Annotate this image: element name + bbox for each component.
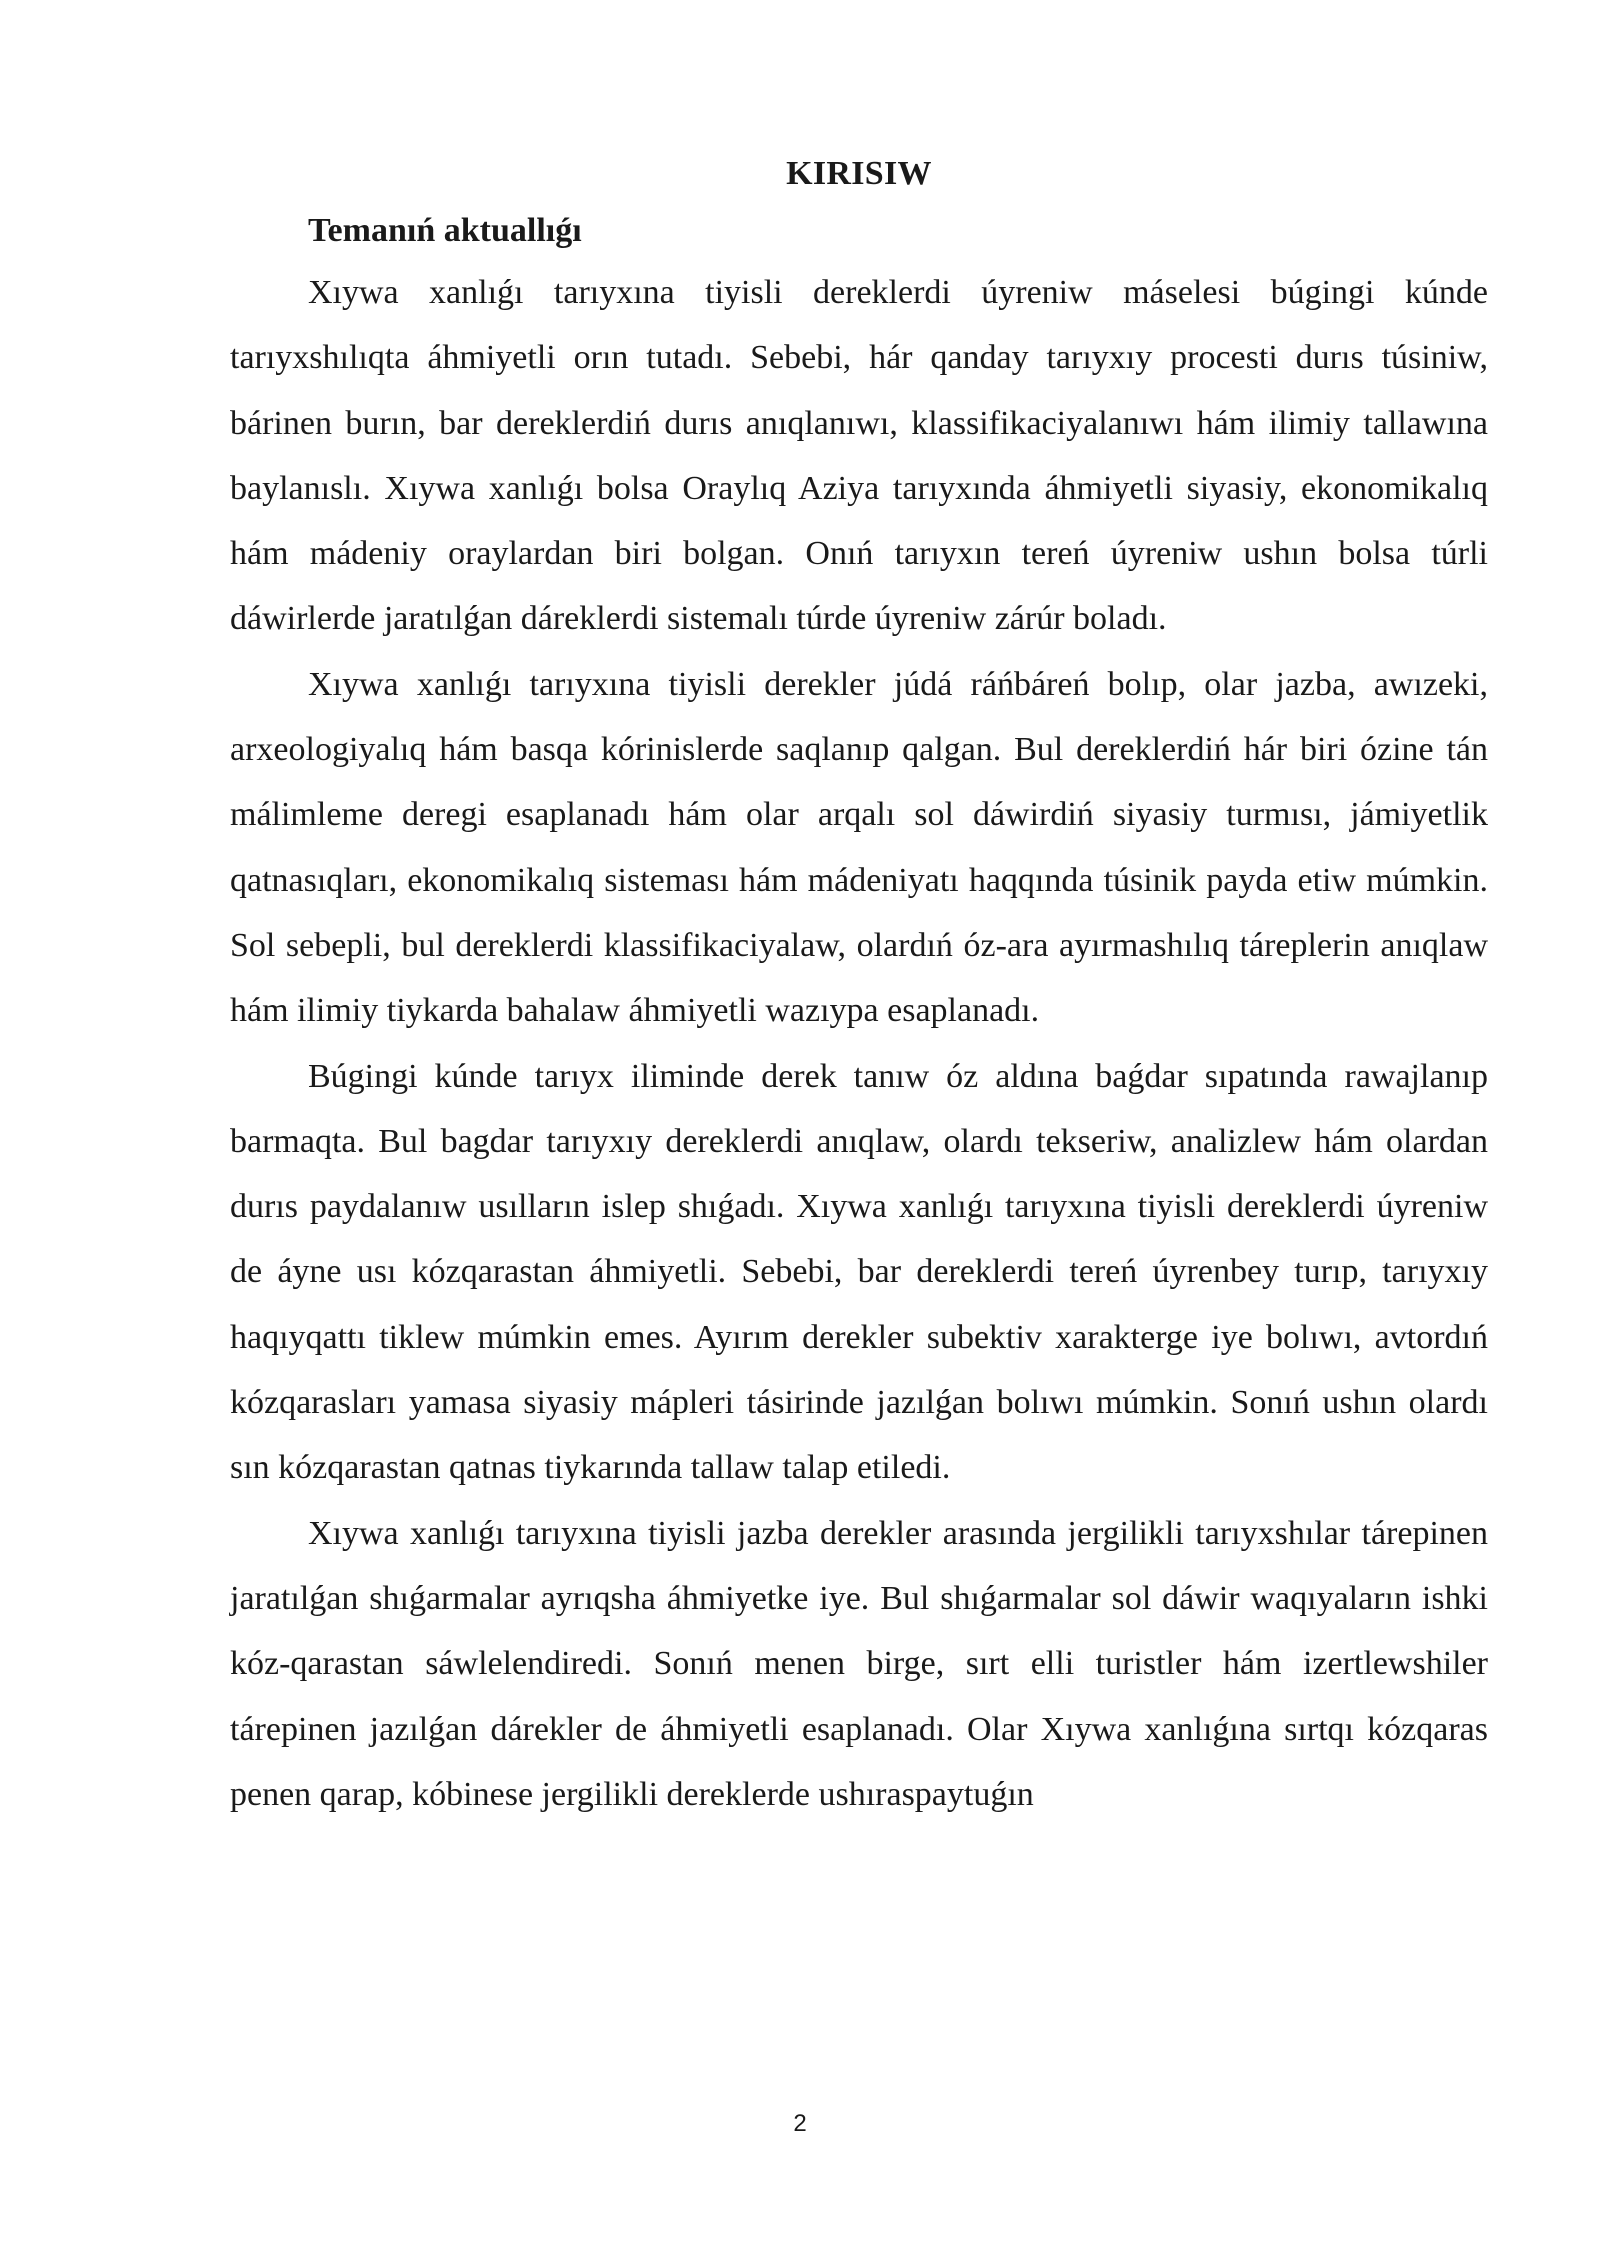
paragraph-4: Xıywa xanlıǵı tarıyxına tiyisli jazba derekler arasında jergilikli tarıyxshılar tárepinen jaratılǵan shıǵarmalar ayrıqsha áhmiyetke iye. Bul shıǵarmalar sol dáwir waqıyaların ishki kóz-qarastan sáwlelendiredi. Sonıń menen birge, sırt elli turistler hám izertlewshiler tárepinen jazılǵan dárekler de áhmiyetli esaplanadı. Olar Xıywa xanlıǵına sırtqı kózqaras penen qarap, kóbinese jergilikli dereklerde ushıraspaytuǵın <box>230 1514 1488 1813</box>
paragraph-3: Búgingi kúnde tarıyx iliminde derek tanıw óz aldına baǵdar sıpatında rawajlanıp barmaqta. Bul bagdar tarıyxıy dereklerdi anıqlaw, olardı tekseriw, analizlew hám olardan durıs paydalanıw usılların islep shıǵadı. Xıywa xanlıǵı tarıyxına tiyisli dereklerdi úyreniw de áyne usı kózqarastan áhmiyetli. Sebebi, bar dereklerdi tereń úyrenbey turıp, tarıyxıy haqıyqattı tiklew múmkin emes. Ayırım derekler subektiv xarakterge iye bolıwı, avtordıń kózqarasları yamasa siyasiy mápleri tásirinde jazılǵan bolıwı múmkin. Sonıń ushın olardı sın kózqarastan qatnas tiykarında tallaw talap etiledi. <box>230 1057 1488 1487</box>
paragraph-1: Xıywa xanlıǵı tarıyxına tiyisli dereklerdi úyreniw máselesi búgingi kúnde tarıyxshılıqta áhmiyetli orın tutadı. Sebebi, hár qanday tarıyxıy procesti durıs túsiniw, bárinen burın, bar dereklerdiń durıs anıqlanıwı, klassifikaciyalanıwı hám ilimiy tallawına baylanıslı. Xıywa xanlıǵı bolsa Oraylıq Aziya tarıyxında áhmiyetli siyasiy, ekonomikalıq hám mádeniy oraylardan biri bolgan. Onıń tarıyxın tereń úyreniw ushın bolsa túrli dáwirlerde jaratılǵan dáreklerdi sistemalı túrde úyreniw zárúr boladı. <box>230 274 1488 638</box>
section-heading: Temanıń aktuallıǵı <box>308 212 582 249</box>
page-content <box>230 148 1488 1827</box>
page-number: 2 <box>793 2110 807 2137</box>
paragraph-2: Xıywa xanlıǵı tarıyxına tiyisli derekler júdá ráńbáreń bolıp, olar jazba, awızeki, arxeologiyalıq hám basqa kórinislerde saqlanıp qalgan. Bul dereklerdiń hár biri ózine tán málimleme deregi esaplanadı hám olar arqalı sol dáwirdiń siyasiy turmısı, jámiyetlik qatnasıqları, ekonomikalıq sisteması hám mádeniyatı haqqında túsinik payda etiw múmkin. Sol sebepli, bul dereklerdi klassifikaciyalaw, olardıń óz-ara ayırmashılıq táreplerin anıqlaw hám ilimiy tiykarda bahalaw áhmiyetli wazıypa esaplanadı. <box>230 665 1488 1030</box>
document-title: KIRISIW <box>786 155 932 192</box>
